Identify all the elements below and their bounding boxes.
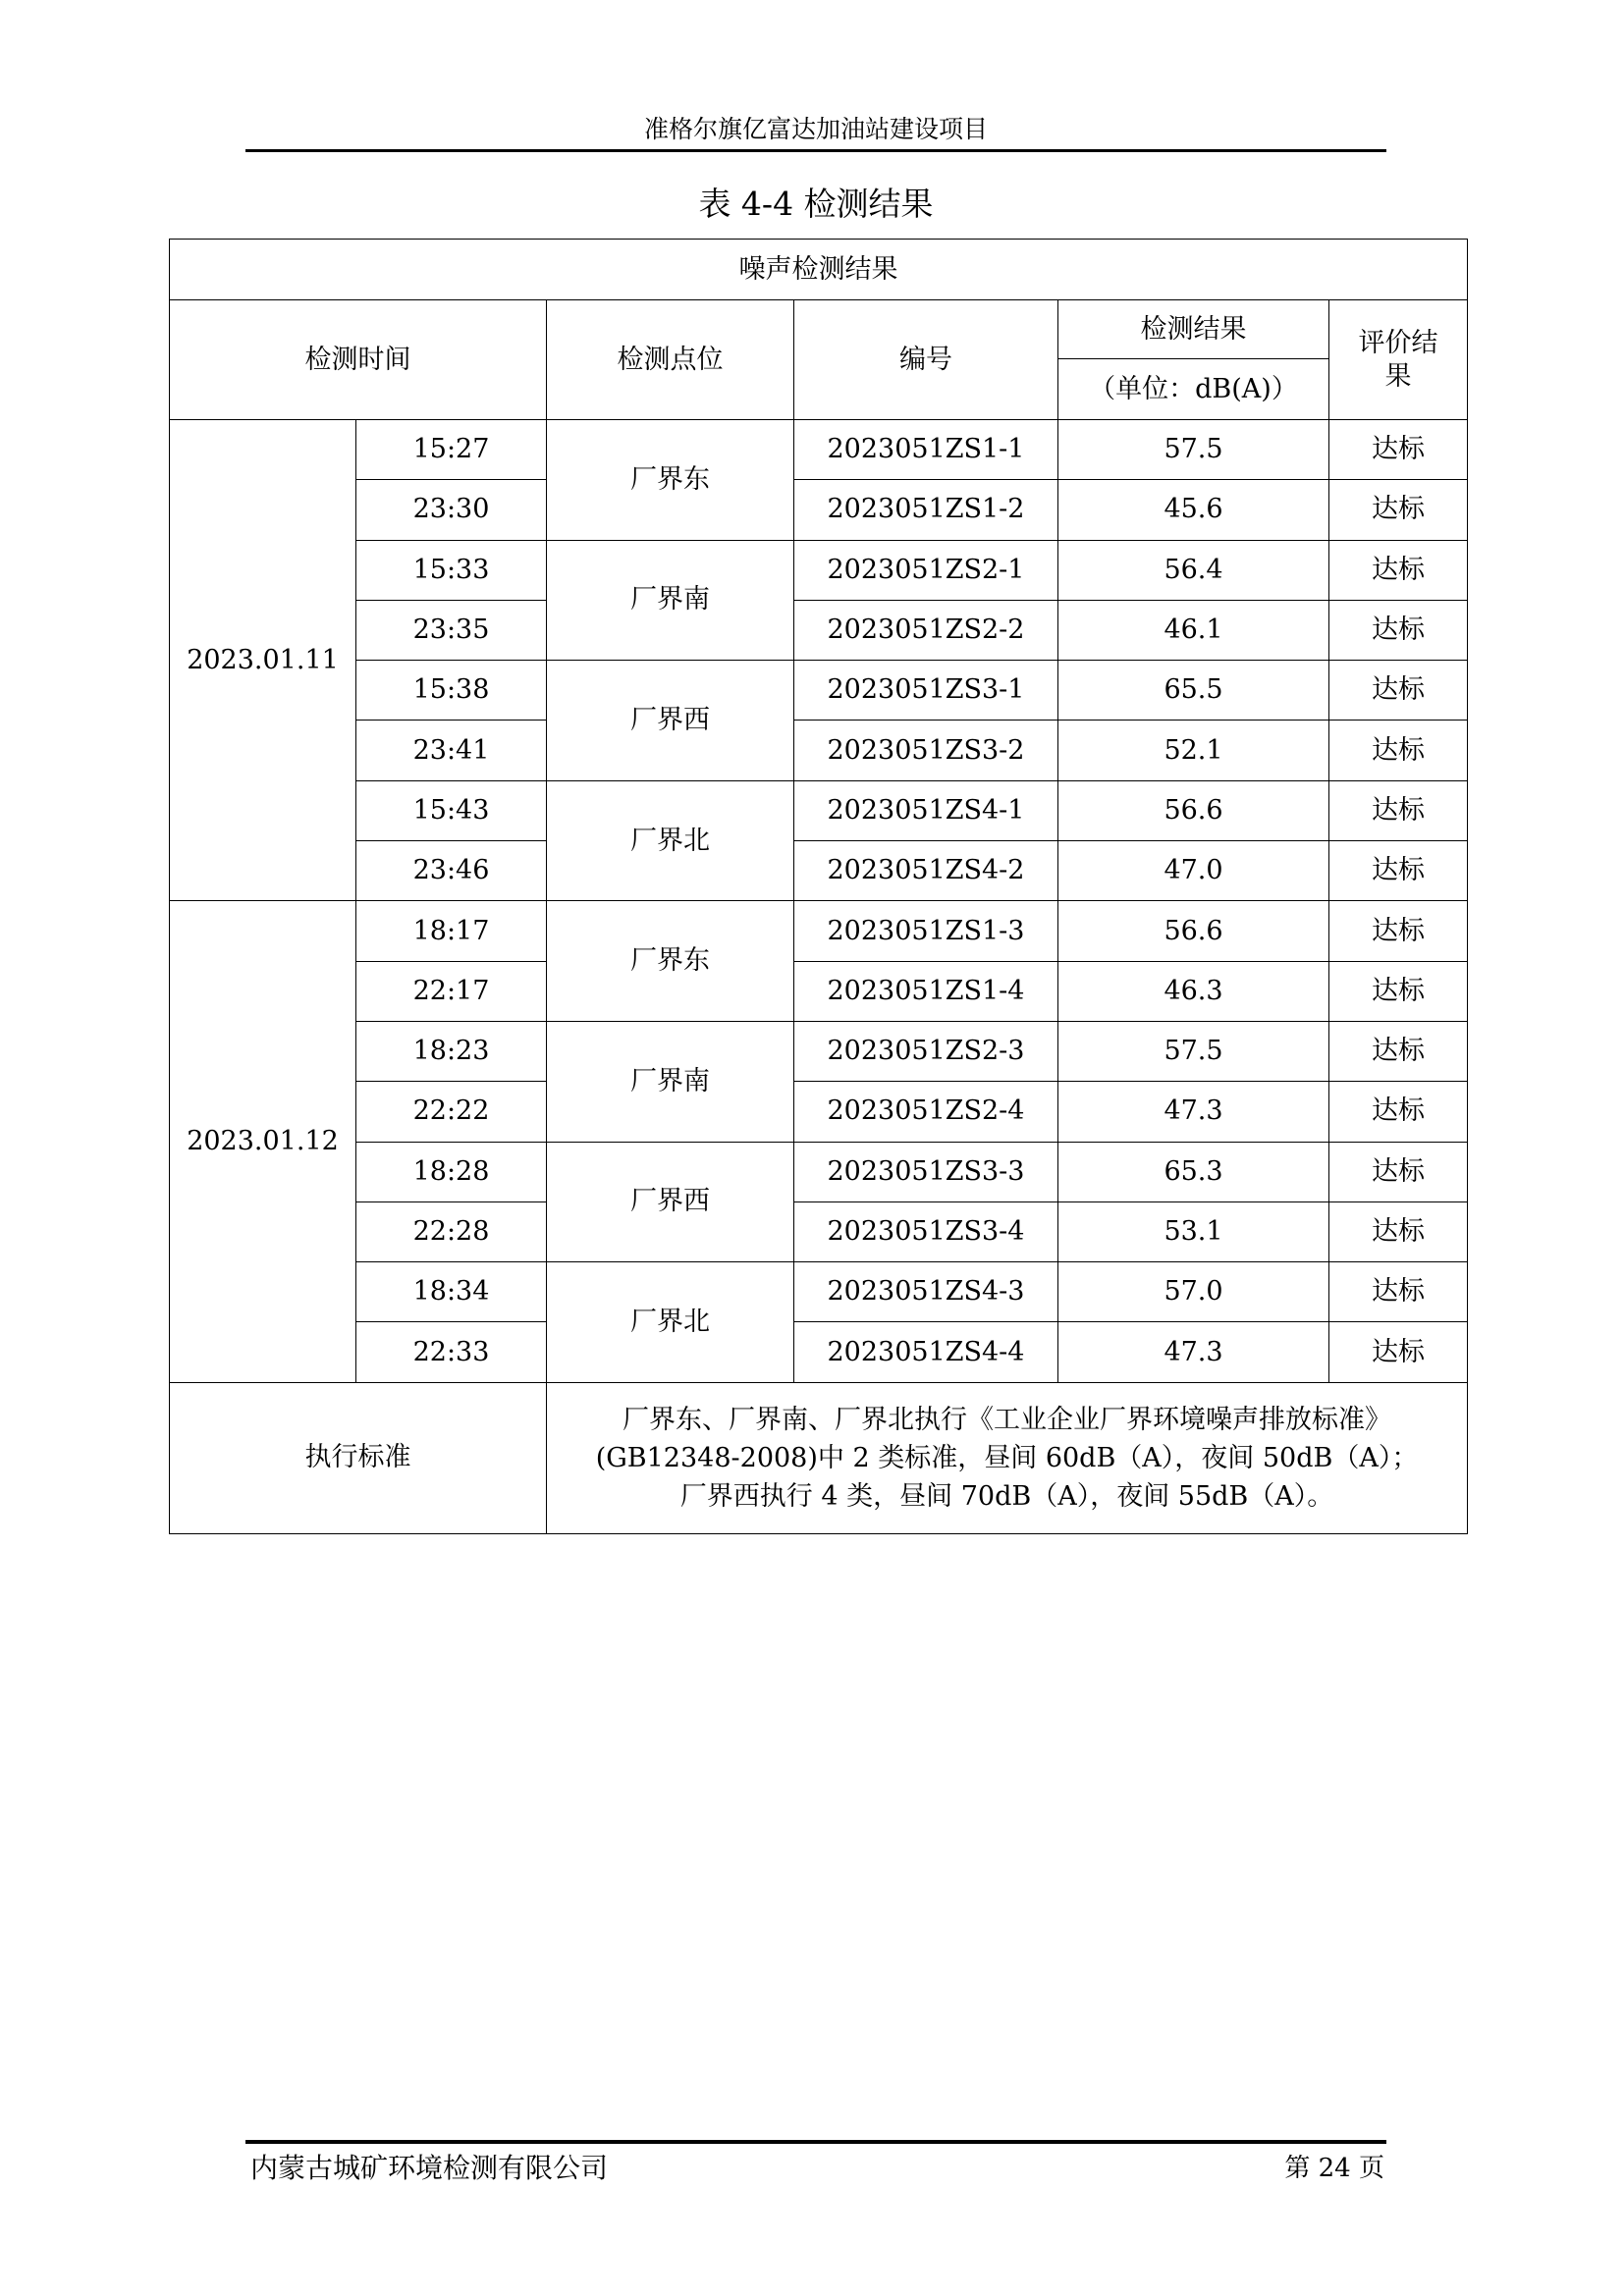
eval-cell: 达标 (1329, 420, 1468, 480)
col-header-result: 检测结果 (1058, 300, 1329, 359)
code-cell: 2023051ZS1-1 (794, 420, 1058, 480)
col-header-eval: 评价结 果 (1329, 300, 1468, 420)
eval-cell: 达标 (1329, 901, 1468, 961)
table-row (170, 1322, 1468, 1382)
page-header: 准格尔旗亿富达加油站建设项目 (643, 115, 988, 143)
standard-text (547, 1382, 1468, 1533)
time-cell: 23:46 (356, 841, 547, 901)
standard-label: 执行标准 (170, 1382, 547, 1533)
eval-cell: 达标 (1329, 661, 1468, 721)
time-cell: 18:23 (356, 1021, 547, 1081)
eval-cell: 达标 (1329, 1021, 1468, 1081)
code-cell: 2023051ZS2-1 (794, 540, 1058, 600)
col-header-code: 编号 (794, 300, 1058, 420)
eval-cell: 达标 (1329, 540, 1468, 600)
eval-cell: 达标 (1329, 780, 1468, 840)
time-cell: 22:17 (356, 961, 547, 1021)
eval-cell: 达标 (1329, 480, 1468, 540)
eval-cell: 达标 (1329, 961, 1468, 1021)
noise-result-table (169, 239, 1468, 1534)
standard-line: 厂界西执行 4 类，昼间 70dB（A），夜间 55dB（A）。 (679, 1480, 1334, 1512)
table-row (170, 721, 1468, 780)
point-cell: 厂界西 (547, 1142, 794, 1262)
value-cell: 56.6 (1058, 901, 1329, 961)
eval-cell: 达标 (1329, 600, 1468, 660)
col-header-point: 检测点位 (547, 300, 794, 420)
table-row (170, 600, 1468, 660)
standard-line: (GB12348-2008)中 2 类标准，昼间 60dB（A），夜间 50dB（A）； (595, 1442, 1419, 1473)
value-cell: 53.1 (1058, 1201, 1329, 1261)
eval-cell: 达标 (1329, 841, 1468, 901)
table-row (170, 901, 1468, 961)
eval-cell: 达标 (1329, 721, 1468, 780)
time-cell: 22:28 (356, 1201, 547, 1261)
value-cell: 57.5 (1058, 1021, 1329, 1081)
table-row (170, 961, 1468, 1021)
code-cell: 2023051ZS4-2 (794, 841, 1058, 901)
value-cell: 47.3 (1058, 1082, 1329, 1142)
footer-company: 内蒙古城矿环境检测有限公司 (250, 2152, 609, 2184)
header-rule (245, 149, 1386, 152)
footer-rule (245, 2140, 1386, 2144)
code-cell: 2023051ZS2-2 (794, 600, 1058, 660)
col-header-time: 检测时间 (170, 300, 547, 420)
code-cell: 2023051ZS1-3 (794, 901, 1058, 961)
table-row (170, 780, 1468, 840)
value-cell: 57.5 (1058, 420, 1329, 480)
eval-cell: 达标 (1329, 1082, 1468, 1142)
time-cell: 22:33 (356, 1322, 547, 1382)
time-cell: 15:27 (356, 420, 547, 480)
value-cell: 47.0 (1058, 841, 1329, 901)
table-caption: 噪声检测结果 (170, 240, 1468, 300)
point-cell: 厂界北 (547, 1262, 794, 1383)
value-cell: 57.0 (1058, 1262, 1329, 1322)
time-cell: 15:43 (356, 780, 547, 840)
code-cell: 2023051ZS2-3 (794, 1021, 1058, 1081)
time-cell: 15:38 (356, 661, 547, 721)
point-cell: 厂界南 (547, 540, 794, 661)
table-row (170, 1262, 1468, 1322)
eval-cell: 达标 (1329, 1142, 1468, 1201)
table-row (170, 1142, 1468, 1201)
code-cell: 2023051ZS1-2 (794, 480, 1058, 540)
value-cell: 56.6 (1058, 780, 1329, 840)
table-row (170, 420, 1468, 480)
code-cell: 2023051ZS2-4 (794, 1082, 1058, 1142)
value-cell: 65.3 (1058, 1142, 1329, 1201)
time-cell: 18:34 (356, 1262, 547, 1322)
code-cell: 2023051ZS3-2 (794, 721, 1058, 780)
value-cell: 65.5 (1058, 661, 1329, 721)
value-cell: 45.6 (1058, 480, 1329, 540)
point-cell: 厂界南 (547, 1021, 794, 1142)
point-cell: 厂界东 (547, 901, 794, 1022)
footer-page-number: 第 24 页 (1284, 2154, 1384, 2183)
code-cell: 2023051ZS3-1 (794, 661, 1058, 721)
code-cell: 2023051ZS1-4 (794, 961, 1058, 1021)
value-cell: 46.1 (1058, 600, 1329, 660)
code-cell: 2023051ZS3-3 (794, 1142, 1058, 1201)
value-cell: 52.1 (1058, 721, 1329, 780)
time-cell: 23:35 (356, 600, 547, 660)
date-cell: 2023.01.12 (170, 901, 356, 1382)
table-title: 表 4-4 检测结果 (698, 185, 934, 223)
time-cell: 23:41 (356, 721, 547, 780)
value-cell: 46.3 (1058, 961, 1329, 1021)
table-row (170, 1021, 1468, 1081)
code-cell: 2023051ZS4-4 (794, 1322, 1058, 1382)
value-cell: 56.4 (1058, 540, 1329, 600)
point-cell: 厂界北 (547, 780, 794, 901)
col-header-unit: （单位：dB(A)） (1058, 359, 1329, 420)
standard-line: 厂界东、厂界南、厂界北执行《工业企业厂界环境噪声排放标准》 (623, 1404, 1392, 1435)
time-cell: 23:30 (356, 480, 547, 540)
date-cell: 2023.01.11 (170, 420, 356, 901)
code-cell: 2023051ZS3-4 (794, 1201, 1058, 1261)
eval-cell: 达标 (1329, 1322, 1468, 1382)
value-cell: 47.3 (1058, 1322, 1329, 1382)
point-cell: 厂界西 (547, 661, 794, 781)
code-cell: 2023051ZS4-3 (794, 1262, 1058, 1322)
time-cell: 15:33 (356, 540, 547, 600)
time-cell: 18:28 (356, 1142, 547, 1201)
eval-cell: 达标 (1329, 1262, 1468, 1322)
table-row (170, 661, 1468, 721)
table-row (170, 480, 1468, 540)
time-cell: 18:17 (356, 901, 547, 961)
code-cell: 2023051ZS4-1 (794, 780, 1058, 840)
standard-row (170, 1382, 1468, 1533)
time-cell: 22:22 (356, 1082, 547, 1142)
table-row (170, 1201, 1468, 1261)
table-row (170, 1082, 1468, 1142)
point-cell: 厂界东 (547, 420, 794, 541)
table-row (170, 540, 1468, 600)
table-row (170, 841, 1468, 901)
eval-cell: 达标 (1329, 1201, 1468, 1261)
